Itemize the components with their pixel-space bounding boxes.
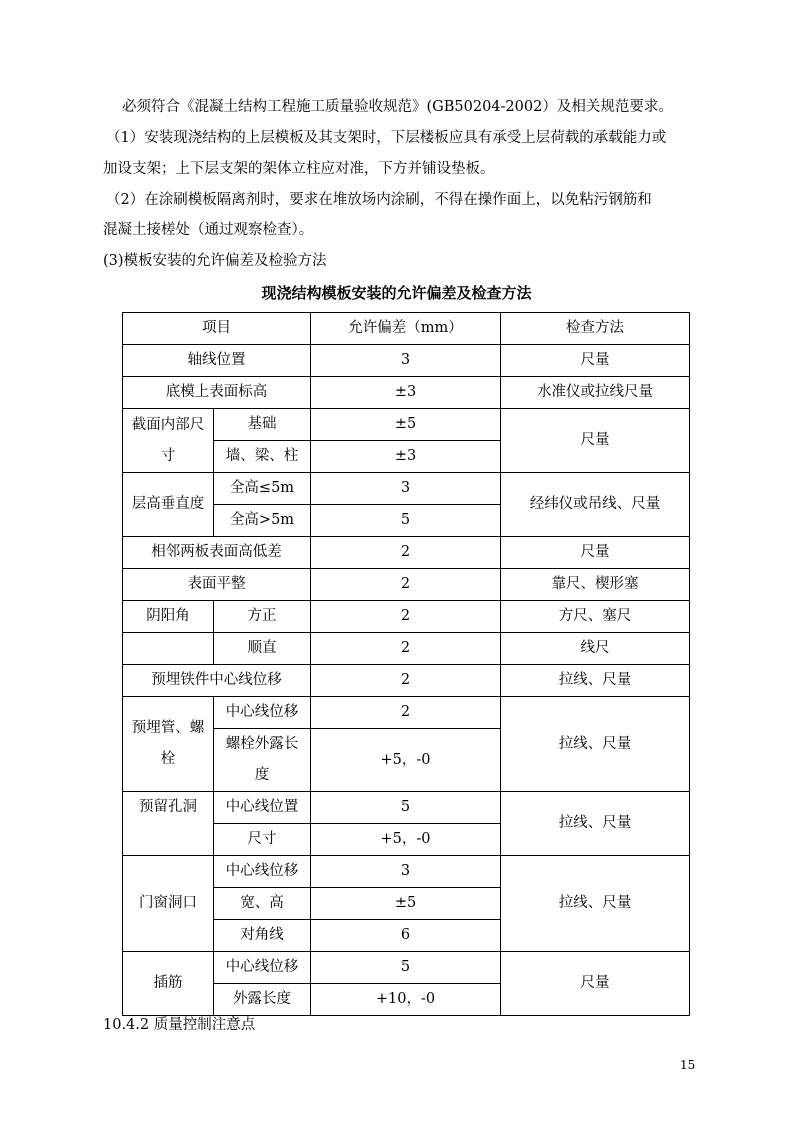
table-row [123, 633, 690, 665]
sub-embedded-pipe-1: 中心线位移 [214, 697, 311, 729]
method-adjacent: 尺量 [501, 537, 690, 569]
page-number: 15 [680, 1058, 696, 1072]
table-row [123, 537, 690, 569]
item-adjacent: 相邻两板表面高低差 [123, 537, 311, 569]
paragraph-3: 加设支架；上下层支架的架体立柱应对准，下方并铺设垫板。 [103, 161, 495, 177]
sub-rebar-2: 外露长度 [214, 984, 311, 1016]
sub-vertical-1: 全高≤5m [214, 473, 311, 505]
tolerance-bottom: ±3 [311, 377, 501, 409]
item-section: 截面内部尺寸 [123, 409, 214, 473]
tolerance-flatness: 2 [311, 569, 501, 601]
item-corner-empty [123, 633, 214, 665]
paragraph-4: （2）在涂刷模板隔离剂时，要求在堆放场内涂刷，不得在操作面上，以免粘污钢筋和 [106, 192, 652, 208]
item-rebar: 插筋 [123, 952, 214, 1016]
sub-section-2: 墙、梁、柱 [214, 441, 311, 473]
table-row [123, 856, 690, 888]
table-row [123, 345, 690, 377]
tolerance-door-window-2: ±5 [311, 888, 501, 920]
method-flatness: 靠尺、楔形塞 [501, 569, 690, 601]
sub-corner-2: 顺直 [214, 633, 311, 665]
sub-door-window-2: 宽、高 [214, 888, 311, 920]
tolerance-embedded-pipe-1: 2 [311, 697, 501, 729]
header-tolerance: 允许偏差（mm） [311, 313, 501, 345]
paragraph-5: 混凝土接槎处（通过观察检查）。 [103, 222, 314, 238]
table-row [123, 601, 690, 633]
table-row [123, 697, 690, 729]
method-reserved-hole: 拉线、尺量 [501, 792, 690, 856]
tolerance-rebar-1: 5 [311, 952, 501, 984]
item-embedded-iron: 预埋铁件中心线位移 [123, 665, 311, 697]
tolerance-embedded-pipe-2: +5，-0 [311, 729, 501, 792]
item-embedded-pipe: 预埋管、螺栓 [123, 697, 214, 792]
paragraph-6: (3)模板安装的允许偏差及检验方法 [103, 253, 327, 269]
tolerance-vertical-2: 5 [311, 505, 501, 537]
table-row [123, 952, 690, 984]
tolerance-table [122, 312, 690, 1016]
sub-door-window-1: 中心线位移 [214, 856, 311, 888]
sub-reserved-hole-2: 尺寸 [214, 824, 311, 856]
method-embedded-iron: 拉线、尺量 [501, 665, 690, 697]
item-bottom: 底模上表面标高 [123, 377, 311, 409]
item-flatness: 表面平整 [123, 569, 311, 601]
method-rebar: 尺量 [501, 952, 690, 1016]
tolerance-section-1: ±5 [311, 409, 501, 441]
section-heading: 10.4.2 质量控制注意点 [103, 1017, 256, 1033]
tolerance-rebar-2: +10，-0 [311, 984, 501, 1016]
tolerance-axis: 3 [311, 345, 501, 377]
sub-vertical-2: 全高>5m [214, 505, 311, 537]
item-corner: 阴阳角 [123, 601, 214, 633]
tolerance-door-window-1: 3 [311, 856, 501, 888]
method-axis: 尺量 [501, 345, 690, 377]
tolerance-vertical-1: 3 [311, 473, 501, 505]
sub-rebar-1: 中心线位移 [214, 952, 311, 984]
sub-corner-1: 方正 [214, 601, 311, 633]
table-row [123, 665, 690, 697]
table-row [123, 473, 690, 505]
item-axis: 轴线位置 [123, 345, 311, 377]
tolerance-door-window-3: 6 [311, 920, 501, 952]
sub-reserved-hole-1: 中心线位置 [214, 792, 311, 824]
tolerance-corner-2: 2 [311, 633, 501, 665]
sub-section-1: 基础 [214, 409, 311, 441]
tolerance-reserved-hole-2: +5，-0 [311, 824, 501, 856]
tolerance-corner-1: 2 [311, 601, 501, 633]
sub-door-window-3: 对角线 [214, 920, 311, 952]
tolerance-section-2: ±3 [311, 441, 501, 473]
item-vertical: 层高垂直度 [123, 473, 214, 537]
header-item: 项目 [123, 313, 311, 345]
table-title: 现浇结构模板安装的允许偏差及检查方法 [261, 284, 532, 302]
method-vertical: 经纬仪或吊线、尺量 [501, 473, 690, 537]
item-reserved-hole: 预留孔洞 [123, 792, 214, 856]
paragraph-1: 必须符合《混凝土结构工程施工质量验收规范》(GB50204-2002）及相关规范要求。 [122, 99, 673, 115]
tolerance-embedded-iron: 2 [311, 665, 501, 697]
method-door-window: 拉线、尺量 [501, 856, 690, 952]
method-embedded-pipe: 拉线、尺量 [501, 697, 690, 792]
header-method: 检查方法 [501, 313, 690, 345]
method-corner-2: 线尺 [501, 633, 690, 665]
table-row [123, 792, 690, 824]
table-row [123, 409, 690, 441]
sub-embedded-pipe-2: 螺栓外露长 度 [214, 729, 311, 792]
item-door-window: 门窗洞口 [123, 856, 214, 952]
tolerance-reserved-hole-1: 5 [311, 792, 501, 824]
paragraph-2: （1）安装现浇结构的上层模板及其支架时，下层楼板应具有承受上层荷载的承载能力或 [106, 130, 667, 146]
method-corner-1: 方尺、塞尺 [501, 601, 690, 633]
table-row [123, 569, 690, 601]
tolerance-adjacent: 2 [311, 537, 501, 569]
method-bottom: 水准仪或拉线尺量 [501, 377, 690, 409]
table-row [123, 377, 690, 409]
method-section: 尺量 [501, 409, 690, 473]
table-header-row [123, 313, 690, 345]
